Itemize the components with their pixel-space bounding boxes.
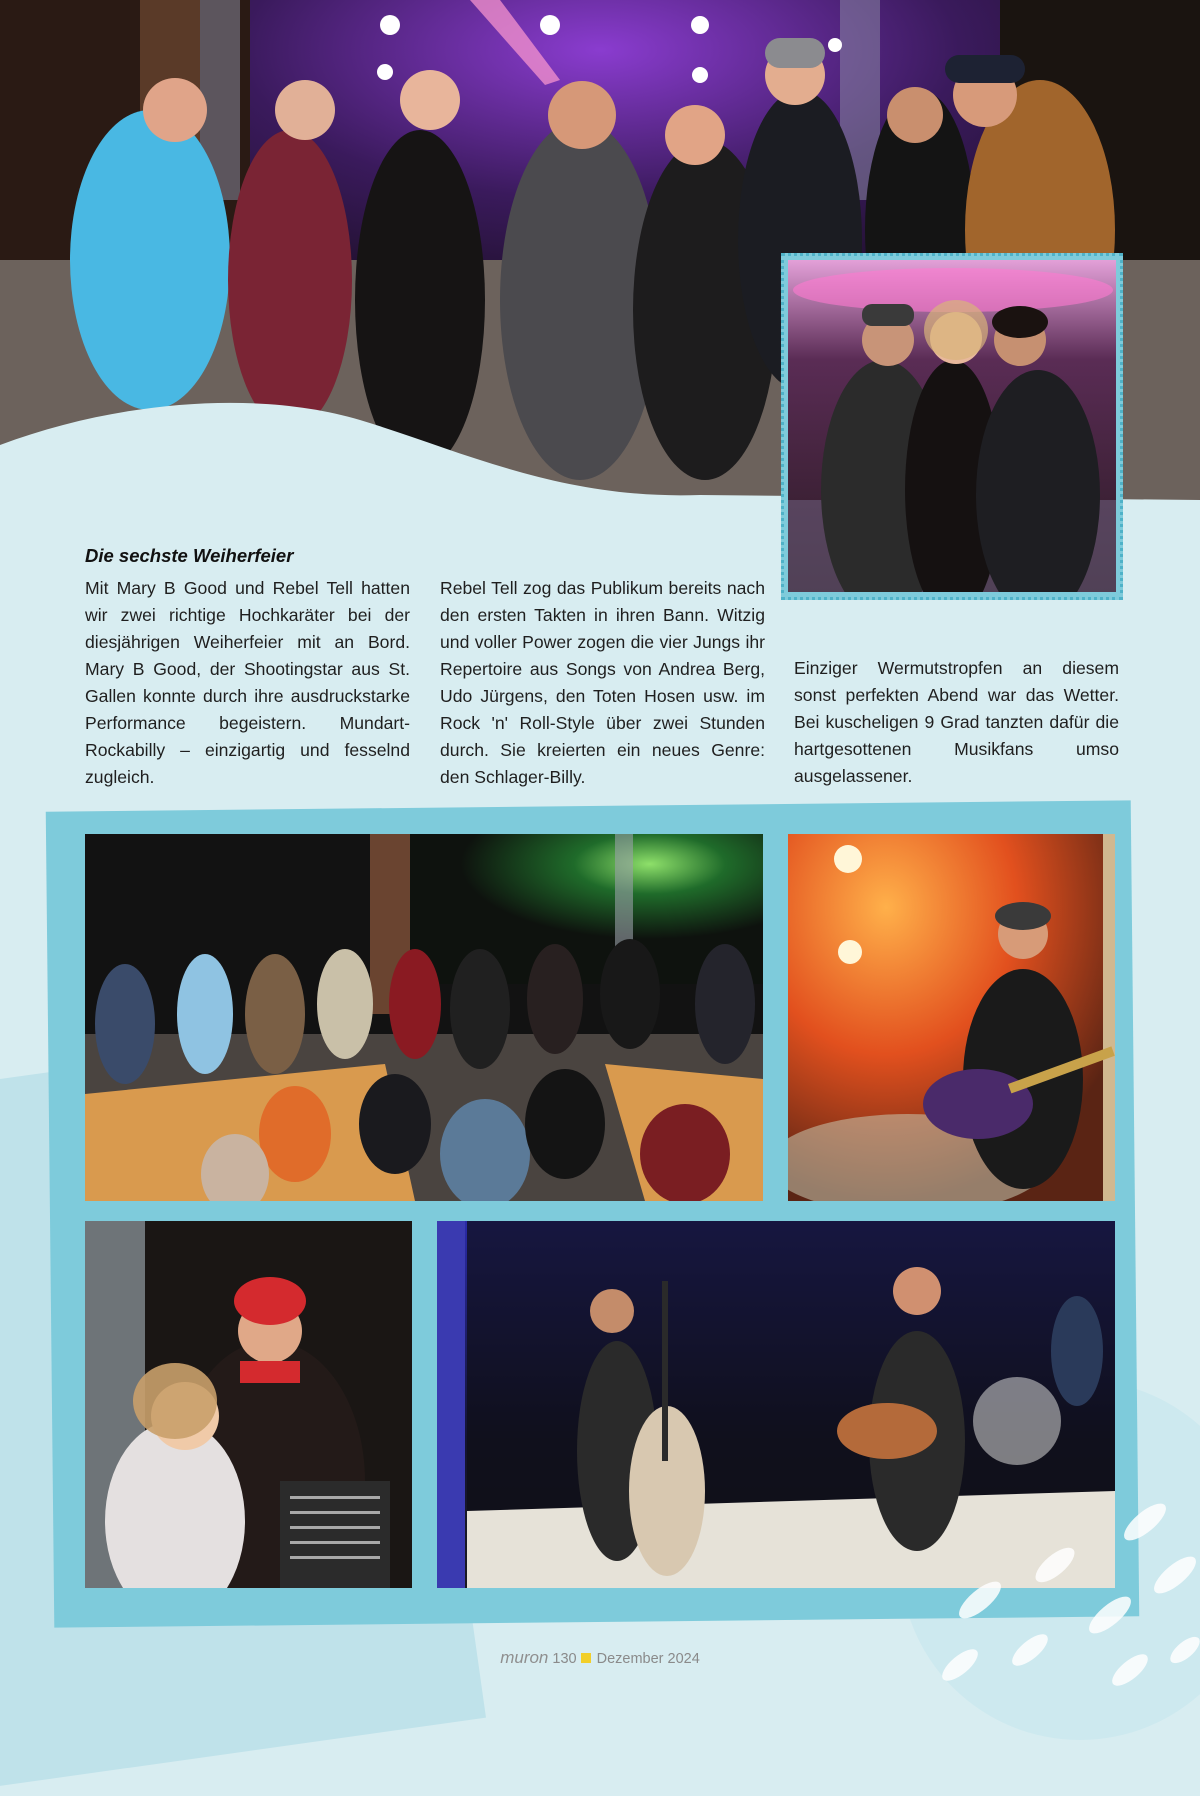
article-heading: Die sechste Weiherfeier [85,545,294,566]
article-column-2: Rebel Tell zog das Publikum bereits nach den ersten Takten in ihren Bann. Witzig und voller Power zogen die vier Jungs ihr Repertoire aus Songs von Andrea Berg, Udo Jürgens, den Toten Hosen usw. im Rock 'n' Roll-Style über zwei Stunden durch. Sie kreierten ein neues Genre: den Schlager-Billy. [440,578,765,787]
gallery-photo-guitarist [788,834,1115,1201]
page-footer [0,1648,1200,1668]
issue-date: Dezember 2024 [596,1651,700,1667]
article-column-3: Einziger Wermutstropfen an diesem sonst perfekten Abend war das Wetter. Bei kuscheligen 9 Grad tanzten dafür die hartgesottenen Musikfans umso ausgelassener. [794,658,1119,786]
magazine-brand: muron [500,1648,549,1667]
gallery-photo-crowd [85,834,763,1201]
issue-number: 130 [552,1651,577,1667]
inset-trio-photo [788,260,1116,592]
separator-square-icon [581,1653,591,1663]
article-column-1: Mit Mary B Good und Rebel Tell hatten wir zwei richtige Hochkaräter bei der diesjährigen Weiherfeier mit an Bord. Mary B Good, der Shootingstar aus St. Gallen konnte durch ihre ausdruckstarke Performance begeistern. Mundart-Rockabilly – einzigartig und fesselnd zugleich. [85,578,410,787]
gallery-photo-girl-woman [85,1221,412,1588]
